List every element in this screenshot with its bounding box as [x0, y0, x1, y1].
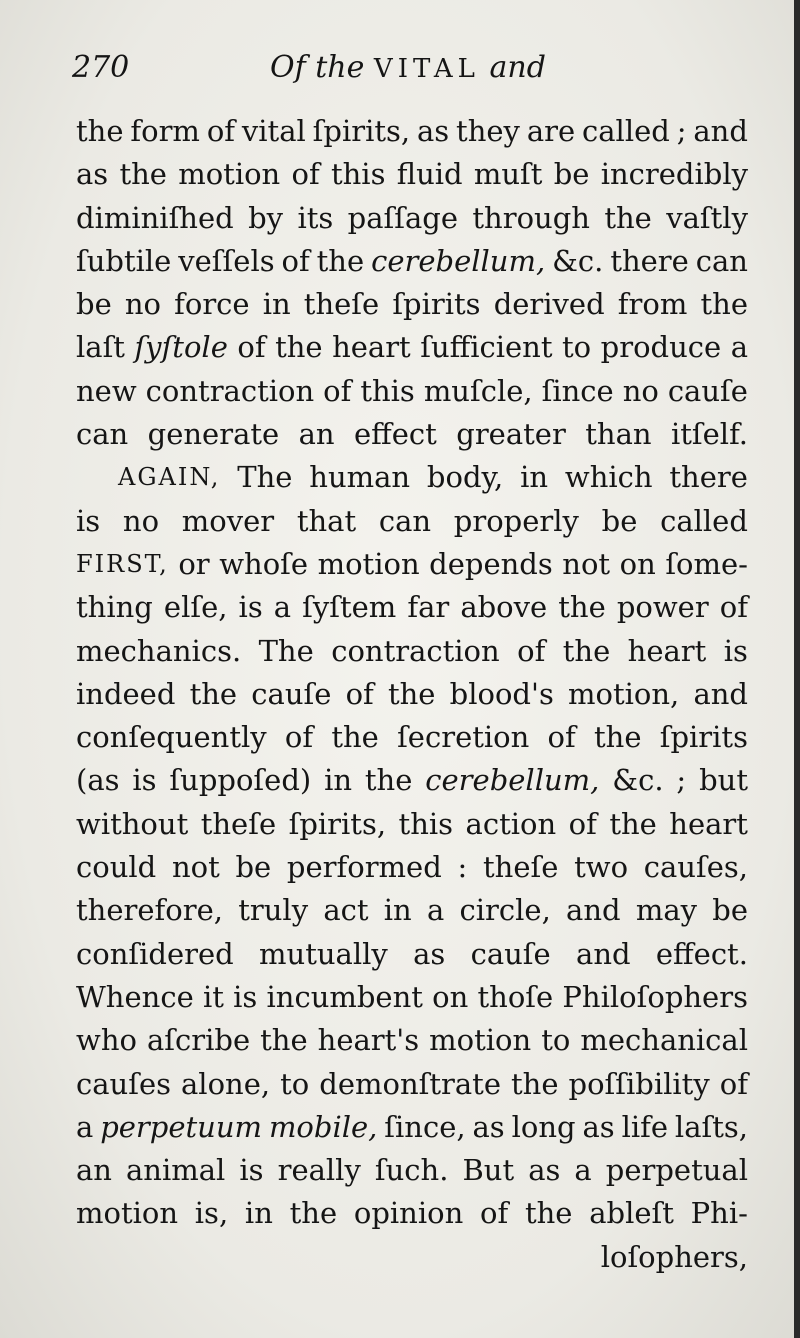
text-line: could not be performed : theſe two cauſes, — [76, 850, 748, 885]
text-line: ſubtile veſſels of the cerebellum, &c. there can — [76, 243, 748, 278]
text-line: new contraction of this muſcle, ſince no cauſe — [76, 373, 748, 408]
text-line: FIRST, or whoſe motion depends not on ſome- — [76, 546, 748, 581]
text-line: Whence it is incumbent on thoſe Philoſophers — [76, 979, 748, 1014]
text-line: a perpetuum mobile, ſince, as long as life laſts, — [76, 1109, 748, 1144]
text-line: can generate an effect greater than itſelf. — [76, 417, 748, 452]
running-head-and: and — [489, 50, 546, 85]
text-line: as the motion of this fluid muſt be incredibly — [76, 157, 748, 192]
text-line: be no force in theſe ſpirits derived from the — [76, 287, 748, 322]
body-text — [76, 110, 748, 1279]
page-number: 270 — [72, 50, 130, 85]
page-header — [72, 50, 762, 90]
text-line: mechanics. The contraction of the heart is — [76, 633, 748, 668]
text-line: the form of vital ſpirits, as they are called ; and — [76, 114, 748, 148]
text-line: conſidered mutually as cauſe and effect. — [76, 936, 748, 971]
text-line: thing elſe, is a ſyſtem far above the power of — [76, 590, 748, 625]
text-line: is no mover that can properly be called — [76, 503, 748, 538]
text-line: conſequently of the ſecretion of the ſpirits — [76, 720, 748, 755]
running-head — [270, 50, 546, 85]
text-line: loſophers, — [600, 1239, 748, 1274]
running-head-of-the: Of the — [270, 50, 365, 85]
text-line: AGAIN, The human body, in which there — [118, 460, 748, 495]
text-line: motion is, in the opinion of the ableſt Phi- — [76, 1196, 748, 1231]
text-line: indeed the cauſe of the blood's motion, and — [76, 676, 748, 711]
text-line: cauſes alone, to demonſtrate the poſſibility of — [76, 1066, 748, 1101]
text-line: laſt ſyſtole of the heart ſufficient to produce a — [76, 330, 748, 365]
text-line: diminiſhed by its paſſage through the vaſtly — [76, 200, 748, 235]
text-line: who aſcribe the heart's motion to mechanical — [76, 1023, 748, 1058]
text-line: (as is ſuppoſed) in the cerebellum, &c. ; but — [76, 763, 748, 798]
running-head-vital: VITAL — [373, 54, 480, 84]
text-line: an animal is really ſuch. But as a perpetual — [76, 1153, 748, 1188]
text-line: therefore, truly act in a circle, and may be — [76, 893, 748, 928]
scan-edge — [794, 0, 800, 1338]
text-line: without theſe ſpirits, this action of the heart — [76, 806, 748, 841]
